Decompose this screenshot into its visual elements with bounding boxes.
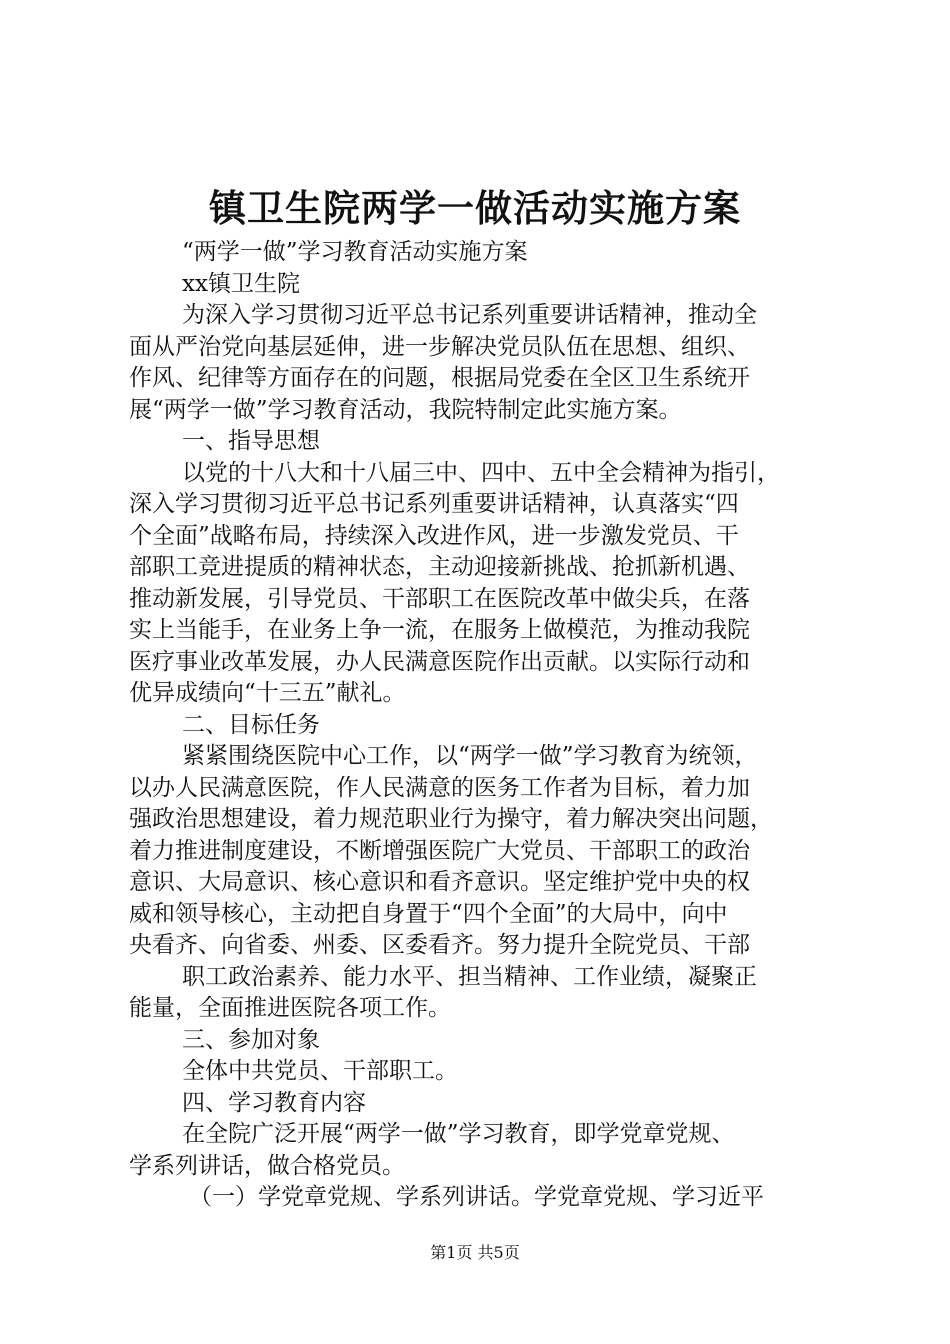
paragraph-line: 推动新发展，引导党员、干部职工在医院改革中做尖兵，在落: [129, 585, 750, 612]
section-heading: 三、参加对象: [182, 1026, 320, 1053]
paragraph-line: 意识、大局意识、核心意识和看齐意识。坚定维护党中央的权: [129, 869, 750, 895]
organization-line: xx镇卫生院: [182, 270, 300, 297]
paragraph-line: 以党的十八大和十八届三中、四中、五中全会精神为指引，: [182, 459, 780, 486]
paragraph-line: 以办人民满意医院，作人民满意的医务工作者为目标，着力加: [129, 774, 750, 801]
paragraph-line: 紧紧围绕医院中心工作，以“两学一做”学习教育为统领，: [182, 743, 758, 769]
paragraph-line: 面从严治党向基层延伸，进一步解决党员队伍在思想、组织、: [129, 333, 750, 360]
paragraph-line: 医疗事业改革发展，办人民满意医院作出贡献。以实际行动和: [129, 648, 750, 675]
paragraph-line: 着力推进制度建设，不断增强医院广大党员、干部职工的政治: [129, 837, 750, 864]
document-title: 镇卫生院两学一做活动实施方案: [209, 186, 741, 230]
section-heading: 一、指导思想: [182, 428, 320, 454]
section-heading: 四、学习教育内容: [182, 1089, 366, 1116]
section-heading: 二、目标任务: [182, 711, 320, 738]
paragraph-line: 学系列讲话，做合格党员。: [129, 1152, 405, 1179]
subtitle-line: “两学一做”学习教育活动实施方案: [182, 239, 528, 265]
paragraph-line: 优异成绩向“十三五”献礼。: [129, 680, 406, 706]
paragraph-line: 强政治思想建设，着力规范职业行为操守，着力解决突出问题，: [129, 806, 773, 832]
paragraph-line: 部职工竞进提质的精神状态，主动迎接新挑战、抢抓新机遇、: [129, 554, 750, 580]
paragraph-line: 个全面”战略布局，持续深入改进作风，进一步激发党员、干: [129, 522, 739, 549]
paragraph-line: 展“两学一做”学习教育活动，我院特制定此实施方案。: [129, 396, 682, 423]
paragraph-line: 威和领导核心，主动把自身置于“四个全面”的大局中，向中: [129, 900, 728, 927]
page-number-footer: 第1页 共5页: [430, 1243, 520, 1262]
paragraph-line: 央看齐、向省委、州委、区委看齐。努力提升全院党员、干部: [129, 932, 750, 958]
paragraph-line: 全体中共党员、干部职工。: [182, 1058, 458, 1084]
paragraph-line: 为深入学习贯彻习近平总书记系列重要讲话精神，推动全: [182, 302, 757, 328]
paragraph-line: 深入学习贯彻习近平总书记系列重要讲话精神，认真落实“四: [129, 491, 739, 517]
document-body: [129, 237, 829, 1214]
subsection-line: （一）学党章党规、学系列讲话。学党章党规、学习近平: [189, 1184, 764, 1210]
paragraph-line: 能量，全面推进医院各项工作。: [129, 995, 451, 1021]
paragraph-line: 在全院广泛开展“两学一做”学习教育，即学党章党规、: [182, 1121, 735, 1147]
paragraph-line: 实上当能手，在业务上争一流，在服务上做模范，为推动我院: [129, 617, 750, 643]
paragraph-line: 职工政治素养、能力水平、担当精神、工作业绩，凝聚正: [182, 963, 757, 990]
paragraph-line: 作风、纪律等方面存在的问题，根据局党委在全区卫生系统开: [129, 365, 750, 391]
